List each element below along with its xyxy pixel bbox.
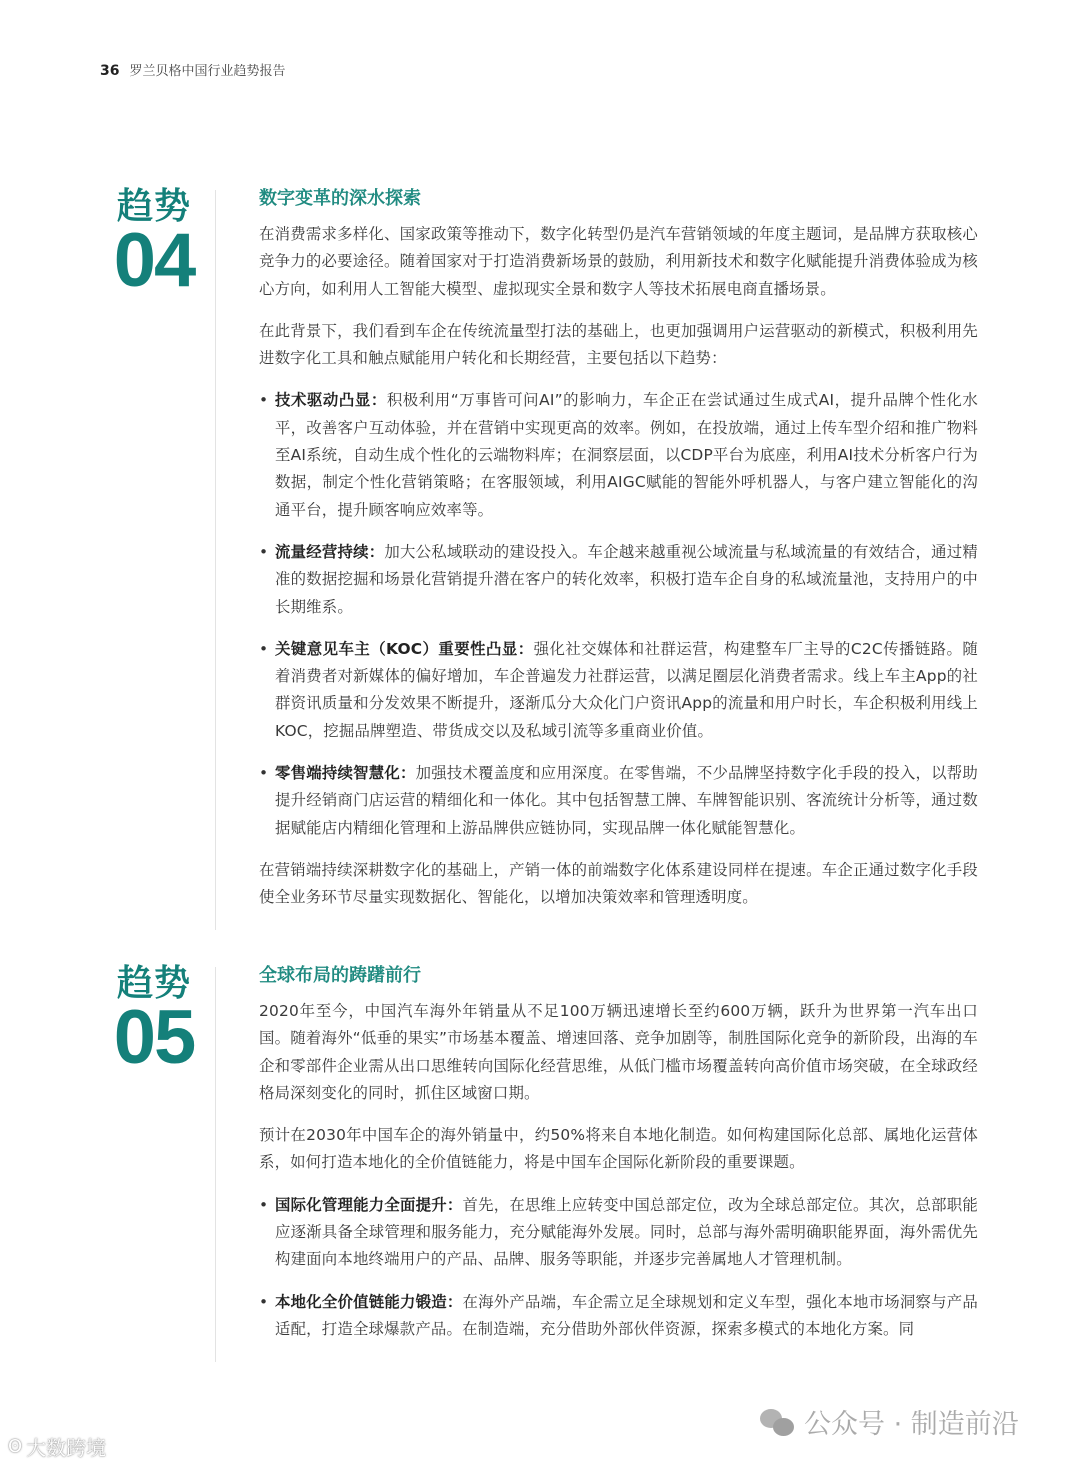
report-title: 罗兰贝格中国行业趋势报告 xyxy=(129,64,286,79)
section-content xyxy=(259,962,978,1358)
bullet-text: 积极利用“万事皆可问AI”的影响力，车企正在尝试通过生成式AI，提升品牌个性化水平，改善客户互动体验，并在营销中实现更高的效率。例如，在投放端，通过上传车型介绍和推广物料至AI系统，自动生成个性化的云端物料库；在洞察层面，以CDP平台为底座，利用AI技术分析客户行为数据，制定个性化营销策略；在客服领域，利用AIGC赋能的智能外呼机器人，与客户建立智能化的沟通平台，提升顾客响应效率等。 xyxy=(275,391,978,519)
bullet-text: 加大公私域联动的建设投入。车企越来越重视公域流量与私域流量的有效结合，通过精准的数据挖掘和场景化营销提升潜在客户的转化效率，积极打造车企自身的私域流量池，支持用户的中长期维系。 xyxy=(275,542,978,616)
wechat-icon xyxy=(760,1407,796,1437)
section-title: 数字变革的深水探索 xyxy=(259,188,421,209)
bullet-heading: 国际化管理能力全面提升： xyxy=(275,1195,463,1214)
paragraph: 预计在2030年中国车企的海外销量中，约50%将来自本地化制造。如何构建国际化总部、属地化运营体系，如何打造本地化的全价值链能力，将是中国车企国际化新阶段的重要课题。 xyxy=(259,1126,978,1172)
trend-label-text: 趋势 xyxy=(116,186,191,227)
bullet-item xyxy=(259,1192,978,1274)
bullet-text: 强化社交媒体和社群运营，构建整车厂主导的C2C传播链路。随着消费者对新媒体的偏好增加，车企普遍发力社群运营，以满足圈层化消费者需求。线上车主App的社群资讯质量和分发效果不断提升，逐渐瓜分大众化门户资讯App的流量和用户时长，车企积极利用线上KOC，挖掘品牌塑造、带货成交以及私域引流等多重商业价值。 xyxy=(275,639,978,740)
bullet-heading: 关键意见车主（KOC）重要性凸显： xyxy=(275,639,534,658)
paragraph: 在消费需求多样化、国家政策等推动下，数字化转型仍是汽车营销领域的年度主题词，是品牌方获取核心竞争力的必要途径。随着国家对于打造消费新场景的鼓励，利用新技术和数字化赋能提升消费体验成为核心方向，如利用人工智能大模型、虚拟现实全景和数字人等技术拓展电商直播场景。 xyxy=(259,225,978,298)
watermark-left-text: 大数跨境 xyxy=(26,1436,107,1460)
trend-label xyxy=(104,963,204,1080)
bullet-item xyxy=(259,387,978,523)
paragraph: 在此背景下，我们看到车企在传统流量型打法的基础上，也更加强调用户运营驱动的新模式，积极利用先进数字化工具和触点赋能用户转化和长期经营，主要包括以下趋势： xyxy=(259,321,978,368)
section-divider xyxy=(215,967,216,1362)
bullet-text: 加强技术覆盖度和应用深度。在零售端，不少品牌坚持数字化手段的投入，以帮助提升经销商门店运营的精细化和一体化。其中包括智慧工牌、车牌智能识别、客流统计分析等，通过数据赋能店内精细化管理和上游品牌供应链协同，实现品牌一体化赋能智慧化。 xyxy=(275,764,978,837)
page-number: 36 xyxy=(100,63,120,79)
watermark-right-text: 公众号 · 制造前沿 xyxy=(804,1409,1019,1440)
bullet-heading: 零售端持续智慧化： xyxy=(275,764,416,783)
paragraph: 2020年至今，中国汽车海外年销量从不足100万辆迅速增长至约600万辆，跃升为世界第一汽车出口国。随着海外“低垂的果实”市场基本覆盖、增速回落、竞争加剧等，制胜国际化竞争的新阶段，出海的车企和零部件企业需从出口思维转向国际化经营思维，从低门槛市场覆盖转向高价值市场突破，在全球政经格局深刻变化的同时，抓住区域窗口期。 xyxy=(259,1002,978,1102)
watermark-left xyxy=(8,1432,106,1461)
bullet-item xyxy=(259,636,978,745)
section-content xyxy=(259,185,978,927)
paragraph: 在营销端持续深耕数字化的基础上，产销一体的前端数字化体系建设同样在提速。车企正通过数字化手段使全业务环节尽量实现数据化、智能化，以增加决策效率和管理透明度。 xyxy=(259,860,978,907)
bullet-text: 在海外产品端，车企需立足全球规划和定义车型，强化本地市场洞察与产品适配，打造全球爆款产品。在制造端，充分借助外部伙伴资源，探索多模式的本地化方案。同 xyxy=(275,1292,978,1338)
page-header xyxy=(100,60,286,79)
bullet-item xyxy=(259,760,978,842)
bullet-item xyxy=(259,1289,978,1344)
section-title: 全球布局的踌躇前行 xyxy=(259,965,421,986)
brand-logo-icon: ʘ xyxy=(8,1436,23,1457)
watermark-right xyxy=(760,1402,1019,1441)
bullet-item xyxy=(259,539,978,621)
trend-label-text: 趋势 xyxy=(116,963,191,1004)
bullet-heading: 本地化全价值链能力锻造： xyxy=(275,1292,463,1311)
section-divider xyxy=(215,190,216,930)
bullet-heading: 技术驱动凸显： xyxy=(275,391,387,410)
trend-number: 04 xyxy=(113,218,195,303)
bullet-text: 首先，在思维上应转变中国总部定位，改为全球总部定位。其次，总部职能应逐渐具备全球管理和服务能力，充分赋能海外发展。同时，总部与海外需明确职能界面，海外需优先构建面向本地终端用户的产品、品牌、服务等职能，并逐步完善属地人才管理机制。 xyxy=(275,1195,978,1269)
trend-label xyxy=(104,186,204,303)
bullet-heading: 流量经营持续： xyxy=(275,542,385,561)
trend-number: 05 xyxy=(113,995,195,1080)
